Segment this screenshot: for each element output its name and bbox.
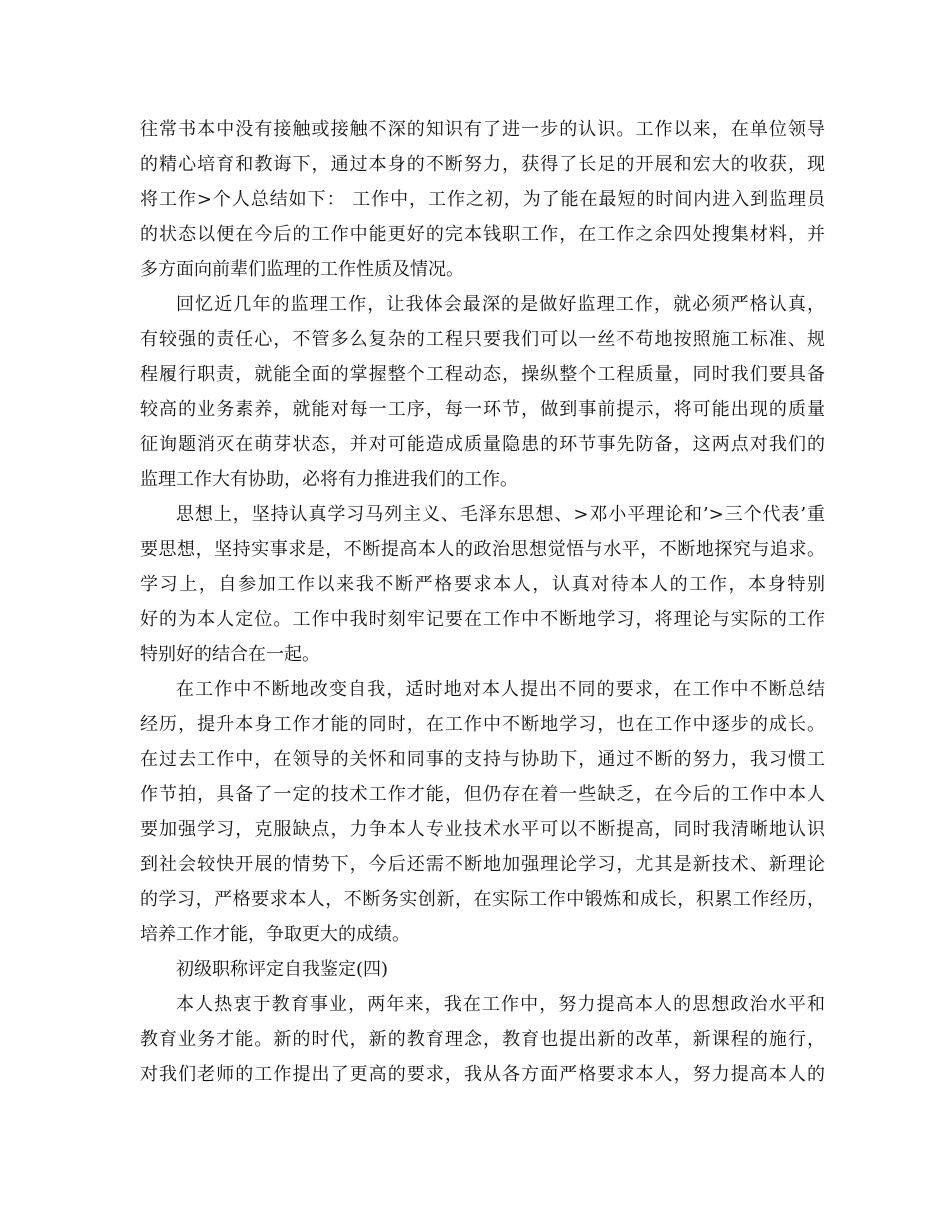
text-line: 往常书本中没有接触或接触不深的知识有了进一步的认识。工作以来，在单位领导 [140,119,825,140]
text-line: 特别好的结合在一起。 [140,644,320,665]
text-line: 的精心培育和教诲下，通过本身的不断努力，获得了长足的开展和宏大的收获，现 [140,154,825,175]
text-line: 在过去工作中，在领导的关怀和同事的支持与协助下，通过不断的努力，我习惯工 [140,749,825,770]
text-line: 作节拍，具备了一定的技术工作才能，但仍存在着一些缺乏，在今后的工作中本人 [140,784,825,805]
text-line: 要加强学习，克服缺点，力争本人专业技术水平可以不断提高，同时我清晰地认识 [140,819,825,840]
text-line: 培养工作才能，争取更大的成绩。 [140,924,410,945]
text-line: 对我们老师的工作提出了更高的要求，我从各方面严格要求本人，努力提高本人的 [140,1064,825,1085]
text-line: 较高的业务素养，就能对每一工序，每一环节，做到事前提示，将可能出现的质量 [140,399,825,420]
text-line: 监理工作大有协助，必将有力推进我们的工作。 [140,469,518,490]
text-line: 经历，提升本身工作才能的同时，在工作中不断地学习，也在工作中逐步的成长。 [140,714,825,735]
text-line: 征询题消灭在萌芽状态，并对可能造成质量隐患的环节事先防备，这两点对我们的 [140,434,825,455]
text-line: 多方面向前辈们监理的工作性质及情况。 [140,259,464,280]
text-line: 到社会较快开展的情势下，今后还需不断地加强理论学习，尤其是新技术、新理论 [140,854,825,875]
text-line: 的状态以便在今后的工作中能更好的完本钱职工作，在工作之余四处搜集材料，并 [140,224,825,245]
text-line: 有较强的责任心，不管多么复杂的工程只要我们可以一丝不苟地按照施工标准、规 [140,329,825,350]
text-line: 程履行职责，就能全面的掌握整个工程动态，操纵整个工程质量，同时我们要具备 [140,364,825,385]
document-body [140,112,825,1092]
text-line: 的学习，严格要求本人，不断务实创新，在实际工作中锻炼和成长，积累工作经历， [140,889,825,910]
text-line: 要思想，坚持实事求是，不断提高本人的政治思想觉悟与水平，不断地探究与追求。 [140,539,825,560]
text-line: 回忆近几年的监理工作，让我体会最深的是做好监理工作，就必须严格认真， [176,294,825,315]
text-line: 本人热衷于教育事业，两年来，我在工作中，努力提高本人的思想政治水平和 [176,994,825,1015]
text-line: 学习上，自参加工作以来我不断严格要求本人，认真对待本人的工作，本身特别 [140,574,825,595]
text-line: 思想上，坚持认真学习马列主义、毛泽东思想、>邓小平理论和’>三个代表’重 [176,504,825,525]
text-line: 将工作>个人总结如下： 工作中，工作之初，为了能在最短的时间内进入到监理员 [140,189,825,210]
text-line: 好的为本人定位。工作中我时刻牢记要在工作中不断地学习，将理论与实际的工作 [140,609,825,630]
text-line: 在工作中不断地改变自我，适时地对本人提出不同的要求，在工作中不断总结 [176,679,825,700]
text-line: 教育业务才能。新的时代，新的教育理念，教育也提出新的改革，新课程的施行， [140,1029,825,1050]
section-heading: 初级职称评定自我鉴定(四) [176,959,389,980]
